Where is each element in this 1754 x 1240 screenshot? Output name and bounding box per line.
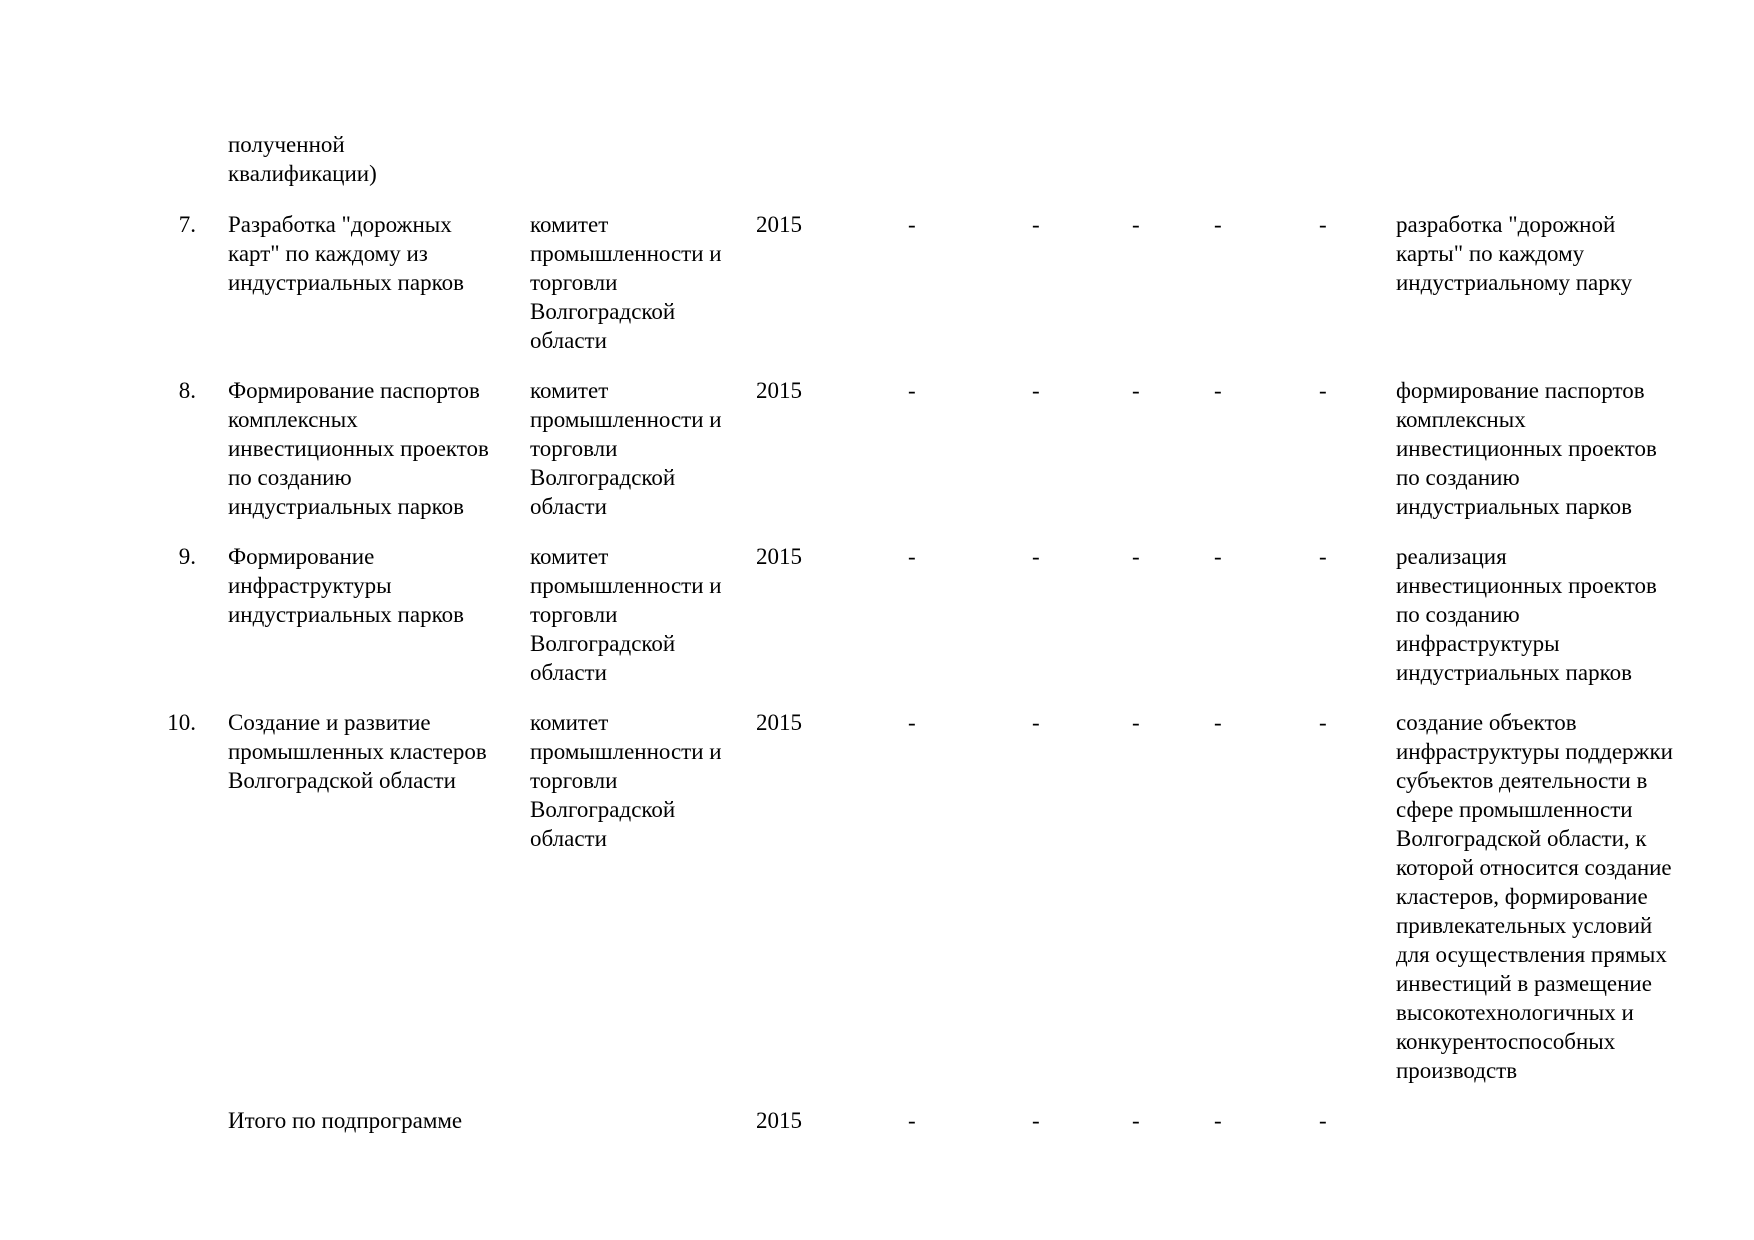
expected-result: реализация инвестиционных проектов по созданию инфраструктуры индустриальных парков [1396, 544, 1657, 685]
row-number: 7. [178, 212, 196, 237]
funding-value: - [1132, 710, 1140, 735]
funding-value: - [1214, 710, 1222, 735]
funding-value: - [1032, 710, 1040, 735]
funding-value: - [1032, 544, 1040, 569]
measure-name: Разработка "дорожных карт" по каждому из индустриальных парков [228, 212, 464, 295]
funding-value: - [1132, 544, 1140, 569]
total-funding-value: - [1132, 1108, 1140, 1133]
funding-value: - [1319, 544, 1327, 569]
row-number: 9. [178, 544, 196, 569]
expected-result: разработка "дорожной карты" по каждому индустриальному парку [1396, 212, 1633, 295]
funding-value: - [1032, 212, 1040, 237]
funding-value: - [908, 544, 916, 569]
row-number: 8. [178, 378, 196, 403]
executor: комитет промышленности и торговли Волгоградской области [530, 212, 722, 353]
total-label: Итого по подпрограмме [228, 1108, 463, 1133]
measure-name: Формирование инфраструктуры индустриальных парков [228, 544, 464, 627]
funding-value: - [1319, 212, 1327, 237]
executor: комитет промышленности и торговли Волгоградской области [530, 544, 722, 685]
funding-value: - [1032, 378, 1040, 403]
funding-value: - [1132, 378, 1140, 403]
total-funding-value: - [1214, 1108, 1222, 1133]
total-year: 2015 [756, 1108, 802, 1133]
total-funding-value: - [1032, 1108, 1040, 1133]
funding-value: - [1319, 378, 1327, 403]
funding-value: - [908, 212, 916, 237]
funding-value: - [908, 378, 916, 403]
executor: комитет промышленности и торговли Волгоградской области [530, 710, 722, 851]
year: 2015 [756, 544, 802, 569]
funding-value: - [1214, 212, 1222, 237]
funding-value: - [908, 710, 916, 735]
year: 2015 [756, 378, 802, 403]
total-funding-value: - [908, 1108, 916, 1133]
funding-value: - [1132, 212, 1140, 237]
funding-value: - [1319, 710, 1327, 735]
expected-result: формирование паспортов комплексных инвестиционных проектов по созданию индустриальных парков [1396, 378, 1657, 519]
measure-name: Формирование паспортов комплексных инвестиционных проектов по созданию индустриальных парков [228, 378, 489, 519]
year: 2015 [756, 710, 802, 735]
total-funding-value: - [1319, 1108, 1327, 1133]
row-number: 10. [167, 710, 196, 735]
year: 2015 [756, 212, 802, 237]
funding-value: - [1214, 544, 1222, 569]
expected-result: создание объектов инфраструктуры поддержки субъектов деятельности в сфере промышленности Волгоградской области, к которой относится создание кластеров, формирование привлекательных условий для осуществления прямых инвестиций в размещение высокотехнологичных и конкурентоспособных производств [1396, 710, 1673, 1083]
executor: комитет промышленности и торговли Волгоградской области [530, 378, 722, 519]
continuation-text: полученной квалификации) [228, 132, 377, 186]
measure-name: Создание и развитие промышленных кластеров Волгоградской области [228, 710, 487, 793]
funding-value: - [1214, 378, 1222, 403]
